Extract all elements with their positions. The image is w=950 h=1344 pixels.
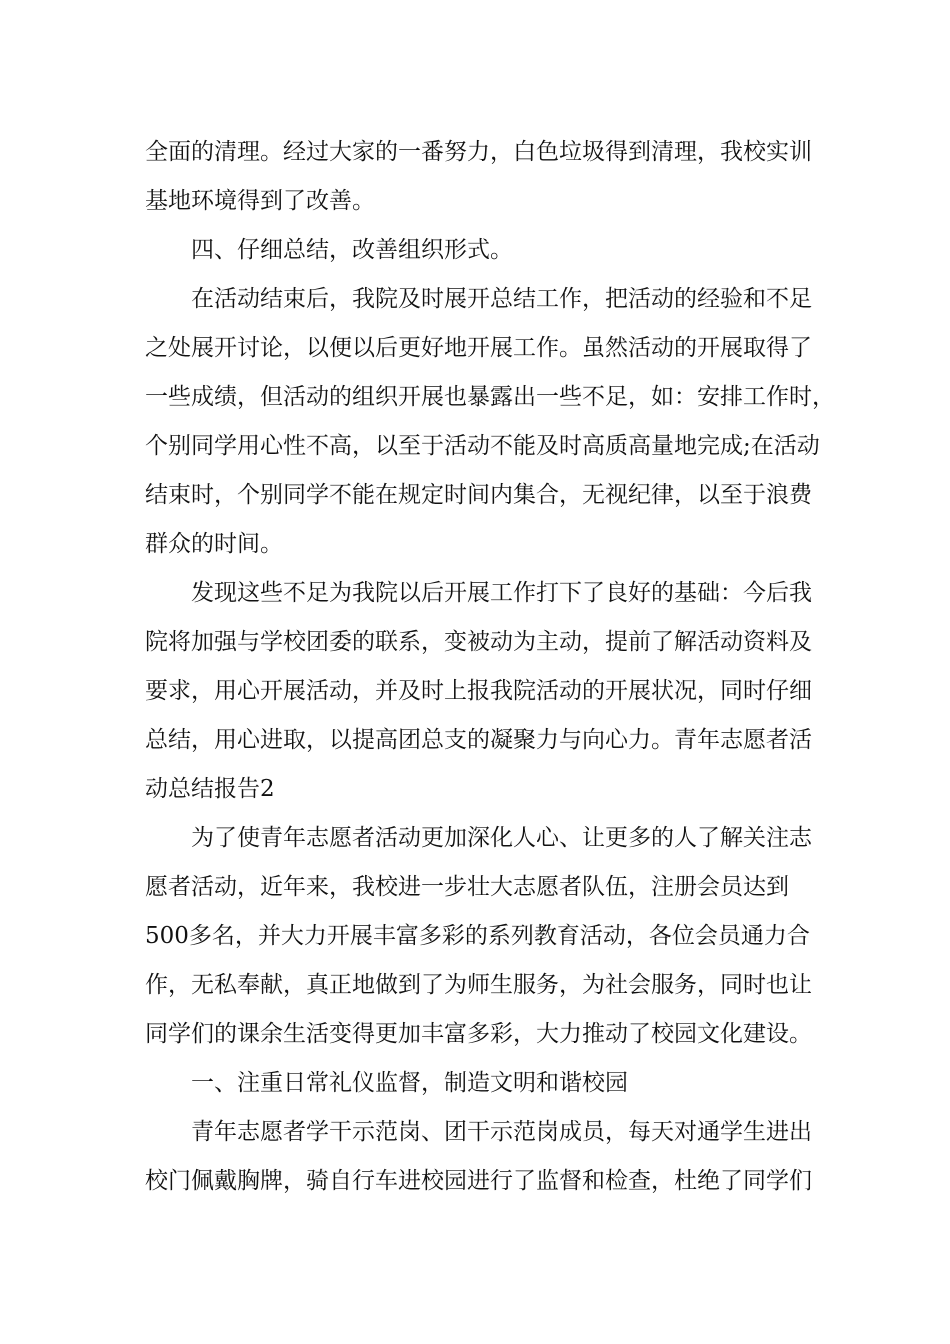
text-line: 院将加强与学校团委的联系，变被动为主动，提前了解活动资料及 — [145, 629, 812, 655]
text-line: 群众的时间。 — [145, 531, 283, 557]
text-line: 作，无私奉献，真正地做到了为师生服务，为社会服务，同时也让 — [145, 972, 812, 998]
section-heading: 一、注重日常礼仪监督，制造文明和谐校园 — [191, 1070, 628, 1096]
text-line: 基地环境得到了改善。 — [145, 188, 375, 214]
section-heading: 四、仔细总结，改善组织形式。 — [191, 237, 513, 263]
text-line: 之处展开讨论，以便以后更好地开展工作。虽然活动的开展取得了 — [145, 335, 812, 361]
text-line: 发现这些不足为我院以后开展工作打下了良好的基础：今后我 — [191, 580, 812, 606]
text-line: 要求，用心开展活动，并及时上报我院活动的开展状况，同时仔细 — [145, 678, 812, 704]
text-line: 500多名，并大力开展丰富多彩的系列教育活动，各位会员通力合 — [145, 923, 810, 949]
text-line: 青年志愿者学干示范岗、团干示范岗成员，每天对通学生进出 — [191, 1119, 812, 1145]
text-line: 动总结报告2 — [145, 776, 275, 802]
text-line: 同学们的课余生活变得更加丰富多彩，大力推动了校园文化建设。 — [145, 1021, 812, 1047]
text-line: 愿者活动，近年来，我校进一步壮大志愿者队伍，注册会员达到 — [145, 874, 789, 900]
text-line: 一些成绩，但活动的组织开展也暴露出一些不足，如：安排工作时， — [145, 384, 835, 410]
text-line: 总结，用心进取，以提高团总支的凝聚力与向心力。青年志愿者活 — [145, 727, 812, 753]
text-line: 为了使青年志愿者活动更加深化人心、让更多的人了解关注志 — [191, 825, 812, 851]
text-line: 全面的清理。经过大家的一番努力，白色垃圾得到清理，我校实训 — [145, 139, 812, 165]
text-line: 个别同学用心性不高，以至于活动不能及时高质高量地完成;在活动 — [145, 433, 820, 459]
text-line: 在活动结束后，我院及时展开总结工作，把活动的经验和不足 — [191, 286, 812, 312]
text-line: 结束时，个别同学不能在规定时间内集合，无视纪律，以至于浪费 — [145, 482, 812, 508]
text-line: 校门佩戴胸牌，骑自行车进校园进行了监督和检查，杜绝了同学们 — [145, 1168, 812, 1194]
